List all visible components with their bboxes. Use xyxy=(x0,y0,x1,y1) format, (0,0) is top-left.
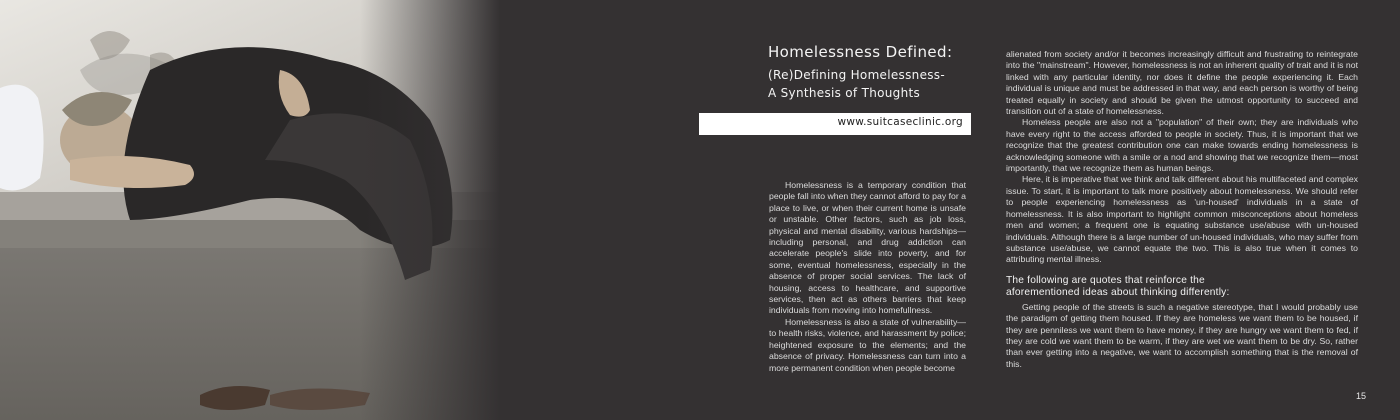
body-paragraph: alienated from society and/or it becomes increasingly difficult and frustrating to reintegrate into the "mainstream". However, homelessness is not an inherent quality of trait and it is not linked with any particular identity, nor does it define the people experiencing it. Each individual is unique and must be addressed in that way, and each person is worthy of being treated equally in society and should be given the utmost opportunity to succeed and transition out of a state of homelessness. xyxy=(1006,49,1358,117)
body-column-right xyxy=(1006,49,1358,370)
body-column-left xyxy=(769,180,966,374)
body-paragraph: Homelessness is a temporary condition that people fall into when they cannot afford to pay for a place to live, or when their current home is unsafe or unstable. Other factors, such as job loss, physical and mental disability, various hardships—including personal, and drug addiction can accelerate people's slide into poverty, and for some, eventual homelessness, especially in the absence of proper social services. The lack of housing, access to healthcare, and supportive services, then act as others barriers that keep individuals from moving into homefullness. xyxy=(769,180,966,316)
page-number: 15 xyxy=(1356,391,1367,401)
article-title: Homelessness Defined: xyxy=(768,43,953,61)
article-subtitle-line-1: (Re)Defining Homelessness- xyxy=(768,68,945,82)
body-paragraph: Homelessness is also a state of vulnerability—to health risks, violence, and harassment by police; heightened exposure to the elements; and the absence of privacy. Homelessness can turn into a more permanent condition when people become xyxy=(769,316,966,373)
homeless-person-photo xyxy=(0,0,500,420)
body-paragraph: Homeless people are also not a "population" of their own; they are individuals who have every right to the access afforded to people in society. Thus, it is important that we recognize that the greatest contribution one can make towards ending homelessness is acknowledging someone with a smile or a nod and showing that we recognize them—most importantly, that we recognize them as human beings. xyxy=(1006,117,1358,174)
url-banner xyxy=(699,113,971,135)
article-title-block xyxy=(768,42,988,102)
quotes-heading-line-2: aforementioned ideas about thinking differently: xyxy=(1006,286,1230,298)
website-url: www.suitcaseclinic.org xyxy=(837,116,963,128)
quote-paragraph: Getting people of the streets is such a negative stereotype, that I would probably use the paradigm of getting them housed. If they are homeless we want them to be housed, if they are penniless we want them to have money, if they are hungry we want them to fed, if they are cold we want them to be warm, if they are wet we want them to be dry. So, rather than ever getting into a negative, we want to accomplish something that is the removal of this. xyxy=(1006,301,1358,369)
body-paragraph: Here, it is imperative that we think and talk different about his multifaceted and complex issue. To start, it is important to talk more positively about homelessness. We should refer to people experiencing homelessness as 'un-housed' individuals in a state of homelessness. It is also important to highlight common misconceptions about homeless men and women; a frequent one is equating substance use/abuse with un-housed individuals. Although there is a large number of un-housed individuals, who may suffer from substance use/abuse, we cannot equate the two. This is also true when it comes to attributing mental illness. xyxy=(1006,174,1358,265)
article-subtitle-line-2: A Synthesis of Thoughts xyxy=(768,86,921,100)
quotes-heading-line-1: The following are quotes that reinforce the xyxy=(1006,274,1205,286)
quotes-heading xyxy=(1006,275,1358,299)
